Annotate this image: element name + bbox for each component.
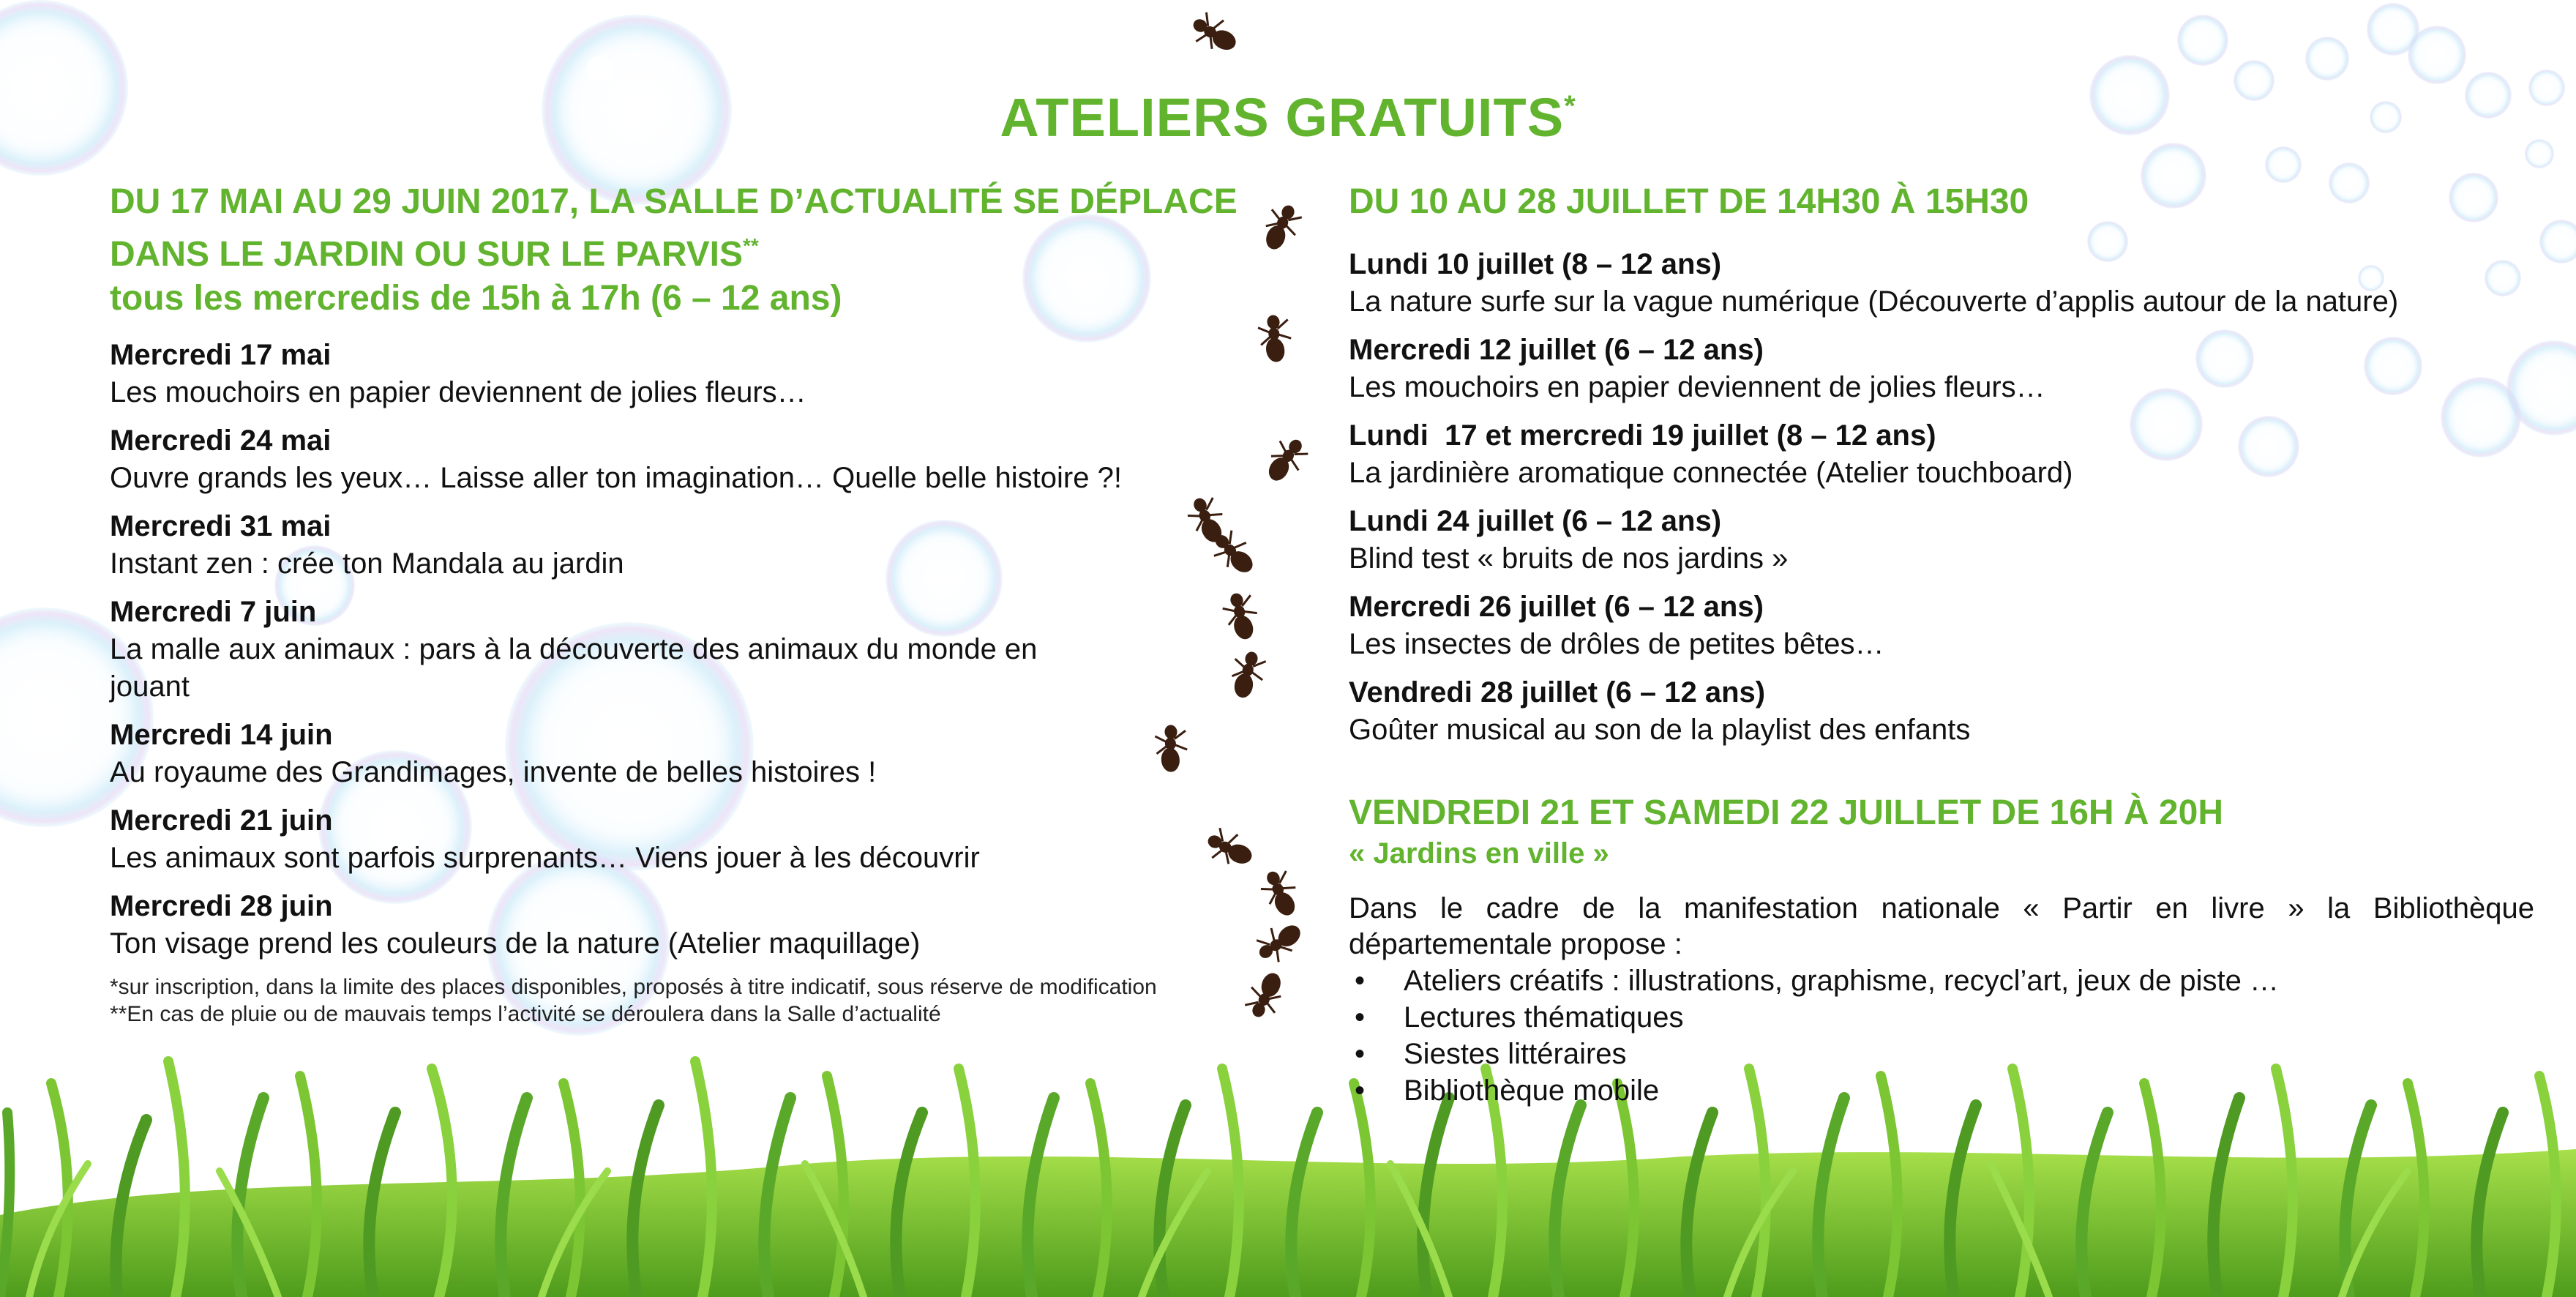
list-item [1349,332,2534,406]
entry-description: La jardinière aromatique connectée (Atelier touchboard) [1349,457,2073,489]
entry-date: Mercredi 31 mai [110,510,332,542]
entry-description: Blind test « bruits de nos jardins » [1349,542,1789,575]
list-item [110,717,1273,791]
title-footnote-mark: * [1564,90,1576,122]
entry-date: Vendredi 28 juillet (6 – 12 ans) [1349,676,1766,709]
entry-description: Les mouchoirs en papier deviennent de jolies fleurs… [110,376,806,408]
left-heading-line2-text: DANS LE JARDIN OU SUR LE PARVIS [110,235,744,274]
list-item [1349,246,2534,321]
left-entry-list [110,337,1273,963]
list-item [110,337,1273,411]
entry-description: Instant zen : crée ton Mandala au jardin [110,547,624,580]
list-item [110,802,1273,877]
entry-date: Mercredi 7 juin [110,596,317,628]
left-heading-footnote-mark: ** [743,234,759,257]
entry-date: Mercredi 14 juin [110,719,333,751]
entry-description: La nature surfe sur la vague numérique (Découverte d’applis autour de la nature) [1349,285,2399,318]
entry-description: Ouvre grands les yeux… Laisse aller ton imagination… Quelle belle histoire ?! [110,462,1122,494]
footnote-registration: *sur inscription, dans la limite des places disponibles, proposés à titre indicatif, sous réserve de modification [110,975,1157,999]
entry-date: Lundi 10 juillet (8 – 12 ans) [1349,248,1722,280]
entry-date: Mercredi 21 juin [110,804,333,837]
event-heading: VENDREDI 21 ET SAMEDI 22 JUILLET DE 16H À 20H [1349,793,2223,832]
list-item [110,508,1273,583]
entry-description: Au royaume des Grandimages, invente de belles histoires ! [110,756,877,788]
footnote-weather: **En cas de pluie ou de mauvais temps l’activité se déroulera dans la Salle d’actualité [110,1002,941,1026]
entry-date: Mercredi 26 juillet (6 – 12 ans) [1349,591,1764,623]
left-heading-line1: DU 17 MAI AU 29 JUIN 2017, LA SALLE D’ACTUALITÉ SE DÉPLACE [110,182,1238,221]
list-item [110,422,1273,497]
right-heading: DU 10 AU 28 JUILLET DE 14H30 À 15H30 [1349,182,2029,221]
left-heading-line2 [110,224,1273,277]
list-item [1349,417,2534,492]
list-item: • Siestes littéraires [1349,1036,2534,1072]
entry-date: Mercredi 17 mai [110,339,332,371]
left-column [110,180,1273,1028]
entry-description: Les mouchoirs en papier deviennent de jolies fleurs… [1349,371,2045,403]
entry-date: Mercredi 24 mai [110,425,332,457]
entry-description: Les insectes de drôles de petites bêtes… [1349,628,1884,660]
list-item: • Ateliers créatifs : illustrations, graphisme, recycl’art, jeux de piste … [1349,963,2534,999]
entry-description: La malle aux animaux : pars à la découverte des animaux du monde en jouant [110,633,1038,703]
entry-description: Les animaux sont parfois surprenants… Viens jouer à les découvrir [110,842,980,874]
left-heading-line3: tous les mercredis de 15h à 17h (6 – 12 ans) [110,279,842,318]
entry-date: Mercredi 12 juillet (6 – 12 ans) [1349,334,1764,366]
right-column [1349,180,2534,1109]
event-activity-list [1349,963,2534,1109]
entry-date: Mercredi 28 juin [110,890,333,922]
list-item [1349,588,2534,663]
list-item [110,888,1273,963]
page-title-text: ATELIERS GRATUITS [1000,87,1565,148]
list-item [1349,503,2534,578]
entry-date: Lundi 17 et mercredi 19 juillet (8 – 12 ans) [1349,419,1936,452]
list-item [1349,674,2534,749]
entry-description: Goûter musical au son de la playlist des enfants [1349,714,1971,746]
entry-description: Ton visage prend les couleurs de la nature (Atelier maquillage) [110,927,921,960]
list-item: • Lectures thématiques [1349,999,2534,1036]
list-item: • Bibliothèque mobile [1349,1072,2534,1109]
event-description: Dans le cadre de la manifestation nationale « Partir en livre » la Bibliothèque départementale propose : [1349,892,2534,960]
right-entry-list [1349,246,2534,749]
page-title [0,86,2576,149]
list-item [110,594,1061,706]
entry-date: Lundi 24 juillet (6 – 12 ans) [1349,505,1722,537]
event-subtitle: « Jardins en ville » [1349,837,1609,870]
